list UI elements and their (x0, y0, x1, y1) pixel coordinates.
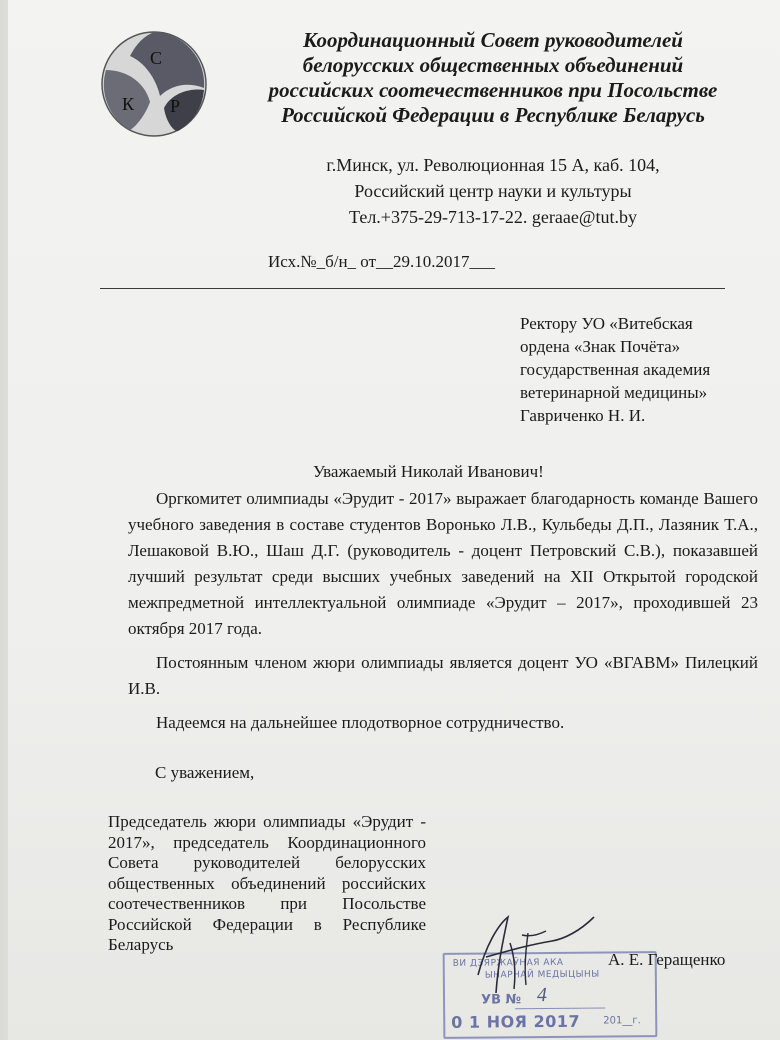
body-paragraph: Постоянным членом жюри олимпиады является доцент УО «ВГАВМ» Пилецкий И.В. (128, 653, 758, 698)
address-line: г.Минск, ул. Революционная 15 А, каб. 104, (326, 155, 660, 175)
addressee-line: ордена «Знак Почёта» (520, 337, 681, 356)
chairman-title: Председатель жюри олимпиады «Эрудит - 2017», председатель Координационного Совета руководителей белорусских общественных объединений российских соотечественников при Посольстве Российской Федерации в Республике Беларусь (108, 812, 426, 954)
organization-name (248, 28, 738, 128)
logo-letter-left: К (122, 94, 135, 114)
stamp-line-1: ВИ ДЗЯРЖАЎНАЯ АКА (452, 957, 564, 969)
stamp-ref-label: УВ № (480, 992, 522, 1008)
letter-body (128, 486, 758, 744)
body-paragraph: Надеемся на дальнейшее плодотворное сотрудничество. (156, 713, 565, 732)
handwritten-signature (468, 905, 598, 1000)
addressee-block (520, 312, 760, 427)
org-line: российских соотечественников при Посольстве (268, 78, 718, 102)
stamp-divider (515, 1008, 605, 1010)
addressee-line: ветеринарной медицины» (520, 383, 708, 402)
signer-name: А. Е. Геращенко (608, 950, 726, 969)
logo-letter-top: С (150, 48, 163, 68)
body-paragraph: Оргкомитет олимпиады «Эрудит - 2017» выражает благодарность команде Вашего учебного заведения в составе студентов Воронько Л.В., Кульбеды Д.П., Лазяник Т.А., Лешаковой В.Ю., Шаш Д.Г. (руководитель - доцент Петровский С.В.), показавшей лучший результат среди высших учебных заведений на XII Открытой городской межпредметной интеллектуальной олимпиаде «Эрудит – 2017», проходившей 23 октября 2017 года. (128, 489, 758, 638)
org-line: белорусских общественных объединений (302, 53, 684, 77)
stamp-line-2: ЫНАРНАЙ МЕДЫЦЫНЫ (484, 969, 600, 981)
organization-logo (100, 30, 208, 138)
letter-page (8, 0, 780, 1040)
salutation: Уважаемый Николай Иванович! (313, 462, 544, 481)
stamp-year: 201__г. (603, 1015, 641, 1027)
stamp-ref-number: 4 (536, 984, 548, 1007)
closing: С уважением, (155, 763, 255, 782)
address-line: Российский центр науки и культуры (354, 181, 632, 201)
addressee-line: Гавриченко Н. И. (520, 406, 646, 425)
org-line: Российской Федерации в Республике Беларусь (281, 103, 705, 127)
outgoing-number: Исх.№_б/н_ от__29.10.2017___ (268, 252, 495, 271)
organization-address (248, 152, 738, 230)
signature-icon (468, 905, 598, 1000)
addressee-line: государственная академия (520, 360, 711, 379)
address-line: Тел.+375-29-713-17-22. geraae@tut.by (349, 207, 637, 227)
logo-letter-right: Р (170, 96, 181, 116)
addressee-line: Ректору УО «Витебская (520, 314, 693, 333)
org-line: Координационный Совет руководителей (303, 28, 683, 52)
logo-emblem-icon (100, 30, 208, 138)
stamp-date: 0 1 НОЯ 2017 (451, 1011, 581, 1032)
header-divider (100, 288, 725, 289)
